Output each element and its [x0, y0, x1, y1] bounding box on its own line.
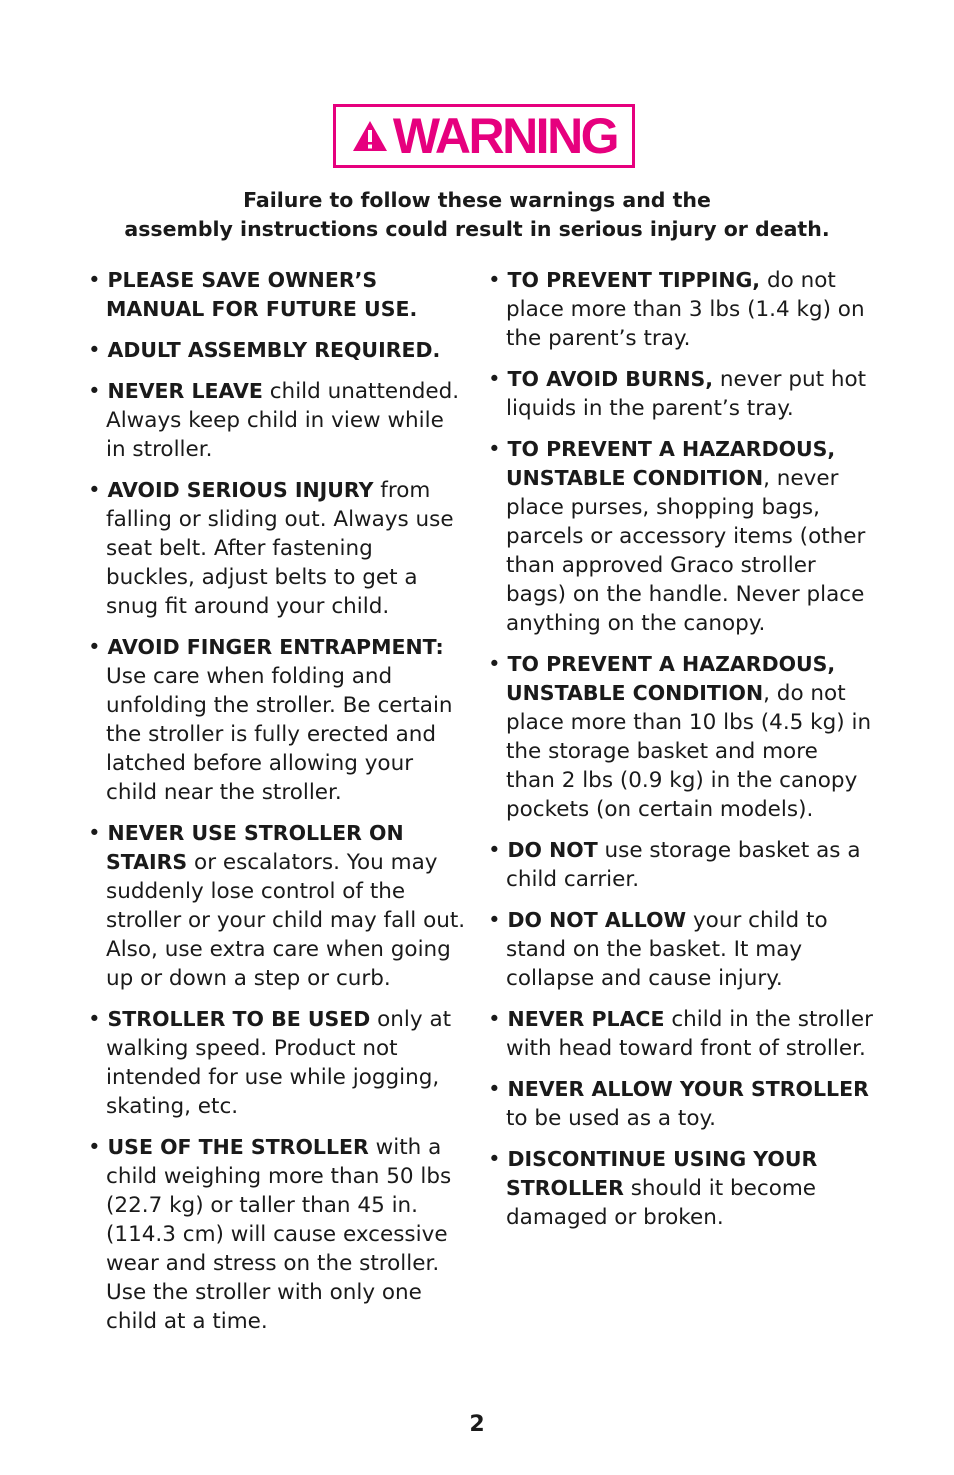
left-warning-column [88, 266, 468, 1348]
warning-item-text: to be used as a toy. [506, 1106, 716, 1131]
warning-item-bold: DISCONTINUE USING YOUR STROLLER [506, 1147, 818, 1200]
warning-item: • NEVER USE STROLLER ON STAIRS or escalators. You may suddenly lose control of the stroller or your child may fall out. Also, use extra care when going up or down a step or curb. [88, 821, 466, 991]
page-number: 2 [469, 1412, 485, 1437]
intro-statement [0, 186, 954, 244]
warning-item-text: , do not place more than 10 lbs (4.5 kg) in the storage basket and more than 2 lbs (0.9 kg) in the canopy pockets (on certain models). [506, 681, 872, 822]
warning-item-bold: TO PREVENT A HAZARDOUS, UNSTABLE CONDITION [506, 652, 836, 705]
warning-item: • ADULT ASSEMBLY REQUIRED. [88, 338, 441, 363]
warning-item: • TO PREVENT TIPPING, do not place more than 3 lbs (1.4 kg) on the parent’s tray. [488, 268, 865, 351]
warning-item-text: child in the stroller with head toward front of stroller. [506, 1007, 873, 1061]
warning-item: • STROLLER TO BE USED only at walking speed. Product not intended for use while jogging, skating, etc. [88, 1007, 452, 1119]
intro-line-1: Failure to follow these warnings and the [243, 188, 711, 212]
warning-item: • TO PREVENT A HAZARDOUS, UNSTABLE CONDITION, do not place more than 10 lbs (4.5 kg) in the storage basket and more than 2 lbs (0.9 kg) in the canopy pockets (on certain models). [488, 652, 872, 822]
warning-item: • NEVER ALLOW YOUR STROLLER to be used as a toy. [488, 1077, 869, 1131]
intro-line-2: assembly instructions could result in serious injury or death. [124, 217, 830, 241]
warning-item: • NEVER LEAVE child unattended. Always keep child in view while in stroller. [88, 379, 460, 462]
warning-item-bold: PLEASE SAVE OWNER’S MANUAL FOR FUTURE USE. [106, 268, 418, 321]
warning-item-bold: NEVER LEAVE [107, 379, 263, 403]
warning-item-bold: STROLLER TO BE USED [107, 1007, 371, 1031]
warning-item: • PLEASE SAVE OWNER’S MANUAL FOR FUTURE USE. [88, 268, 418, 321]
warning-item-text: , never place purses, shopping bags, parcels or accessory items (other than approved Graco stroller bags) on the handle. Never place anything on the canopy. [506, 466, 866, 636]
warning-item-text: with a child weighing more than 50 lbs (22.7 kg) or taller than 45 in. (114.3 cm) will cause excessive wear and stress on the stroller. Use the stroller with only one child at a time. [106, 1135, 452, 1334]
right-warning-column [488, 266, 873, 1244]
warning-item-text: child unattended. Always keep child in view while in stroller. [106, 379, 460, 462]
warning-item-bold: NEVER USE STROLLER ON STAIRS [106, 821, 404, 874]
warning-item: • AVOID FINGER ENTRAPMENT: Use care when folding and unfolding the stroller. Be certain the stroller is fully erected and latched before allowing your child near the stroller. [88, 635, 453, 805]
warning-title: WARNING [392, 108, 618, 164]
warning-item: • TO AVOID BURNS, never put hot liquids in the parent’s tray. [488, 367, 867, 421]
warning-item-bold: TO PREVENT TIPPING, [507, 268, 761, 292]
warning-item-bold: DO NOT [507, 838, 598, 862]
warning-item: • TO PREVENT A HAZARDOUS, UNSTABLE CONDITION, never place purses, shopping bags, parcels or accessory items (other than approved Graco stroller bags) on the handle. Never place anything on the canopy. [488, 437, 866, 636]
warning-item: • USE OF THE STROLLER with a child weighing more than 50 lbs (22.7 kg) or taller than 45 in. (114.3 cm) will cause excessive wear and stress on the stroller. Use the stroller with only one child at a time. [88, 1135, 452, 1334]
warning-triangle-icon [351, 119, 389, 153]
warning-item-bold: ADULT ASSEMBLY REQUIRED. [107, 338, 441, 362]
warning-item-text: use storage basket as a child carrier. [506, 838, 861, 892]
warning-item: • NEVER PLACE child in the stroller with head toward front of stroller. [488, 1007, 873, 1061]
warning-item-bold: DO NOT ALLOW [507, 908, 687, 932]
warning-item-text: only at walking speed. Product not intended for use while jogging, skating, etc. [106, 1007, 452, 1119]
warning-item-text: Use care when folding and unfolding the stroller. Be certain the stroller is fully erected and latched before allowing your child near the stroller. [106, 664, 453, 805]
warning-item-bold: NEVER PLACE [507, 1007, 665, 1031]
warning-item-bold: AVOID FINGER ENTRAPMENT: [107, 635, 444, 659]
warning-item: • DISCONTINUE USING YOUR STROLLER should it become damaged or broken. [488, 1147, 818, 1230]
warning-banner [333, 104, 635, 168]
warning-item-text: do not place more than 3 lbs (1.4 kg) on the parent’s tray. [506, 268, 865, 351]
warning-item-text: never put hot liquids in the parent’s tray. [506, 367, 867, 421]
warning-item-bold: TO AVOID BURNS, [507, 367, 714, 391]
warning-item: • AVOID SERIOUS INJURY from falling or sliding out. Always use seat belt. After fastening buckles, adjust belts to get a snug fit around your child. [88, 478, 454, 619]
warning-item-text: should it become damaged or broken. [506, 1176, 817, 1230]
warning-item-bold: USE OF THE STROLLER [107, 1135, 369, 1159]
warning-item-text: or escalators. You may suddenly lose control of the stroller or your child may fall out. Also, use extra care when going up or down a step or curb. [106, 850, 466, 991]
warning-item-bold: AVOID SERIOUS INJURY [107, 478, 374, 502]
warning-item-bold: NEVER ALLOW YOUR STROLLER [507, 1077, 869, 1101]
warning-item: • DO NOT use storage basket as a child carrier. [488, 838, 861, 892]
warning-item-text: your child to stand on the basket. It may collapse and cause injury. [506, 908, 828, 991]
warning-item-bold: TO PREVENT A HAZARDOUS, UNSTABLE CONDITION [506, 437, 836, 490]
warning-item: • DO NOT ALLOW your child to stand on the basket. It may collapse and cause injury. [488, 908, 828, 991]
warning-item-text: from falling or sliding out. Always use seat belt. After fastening buckles, adjust belts to get a snug fit around your child. [106, 478, 454, 619]
